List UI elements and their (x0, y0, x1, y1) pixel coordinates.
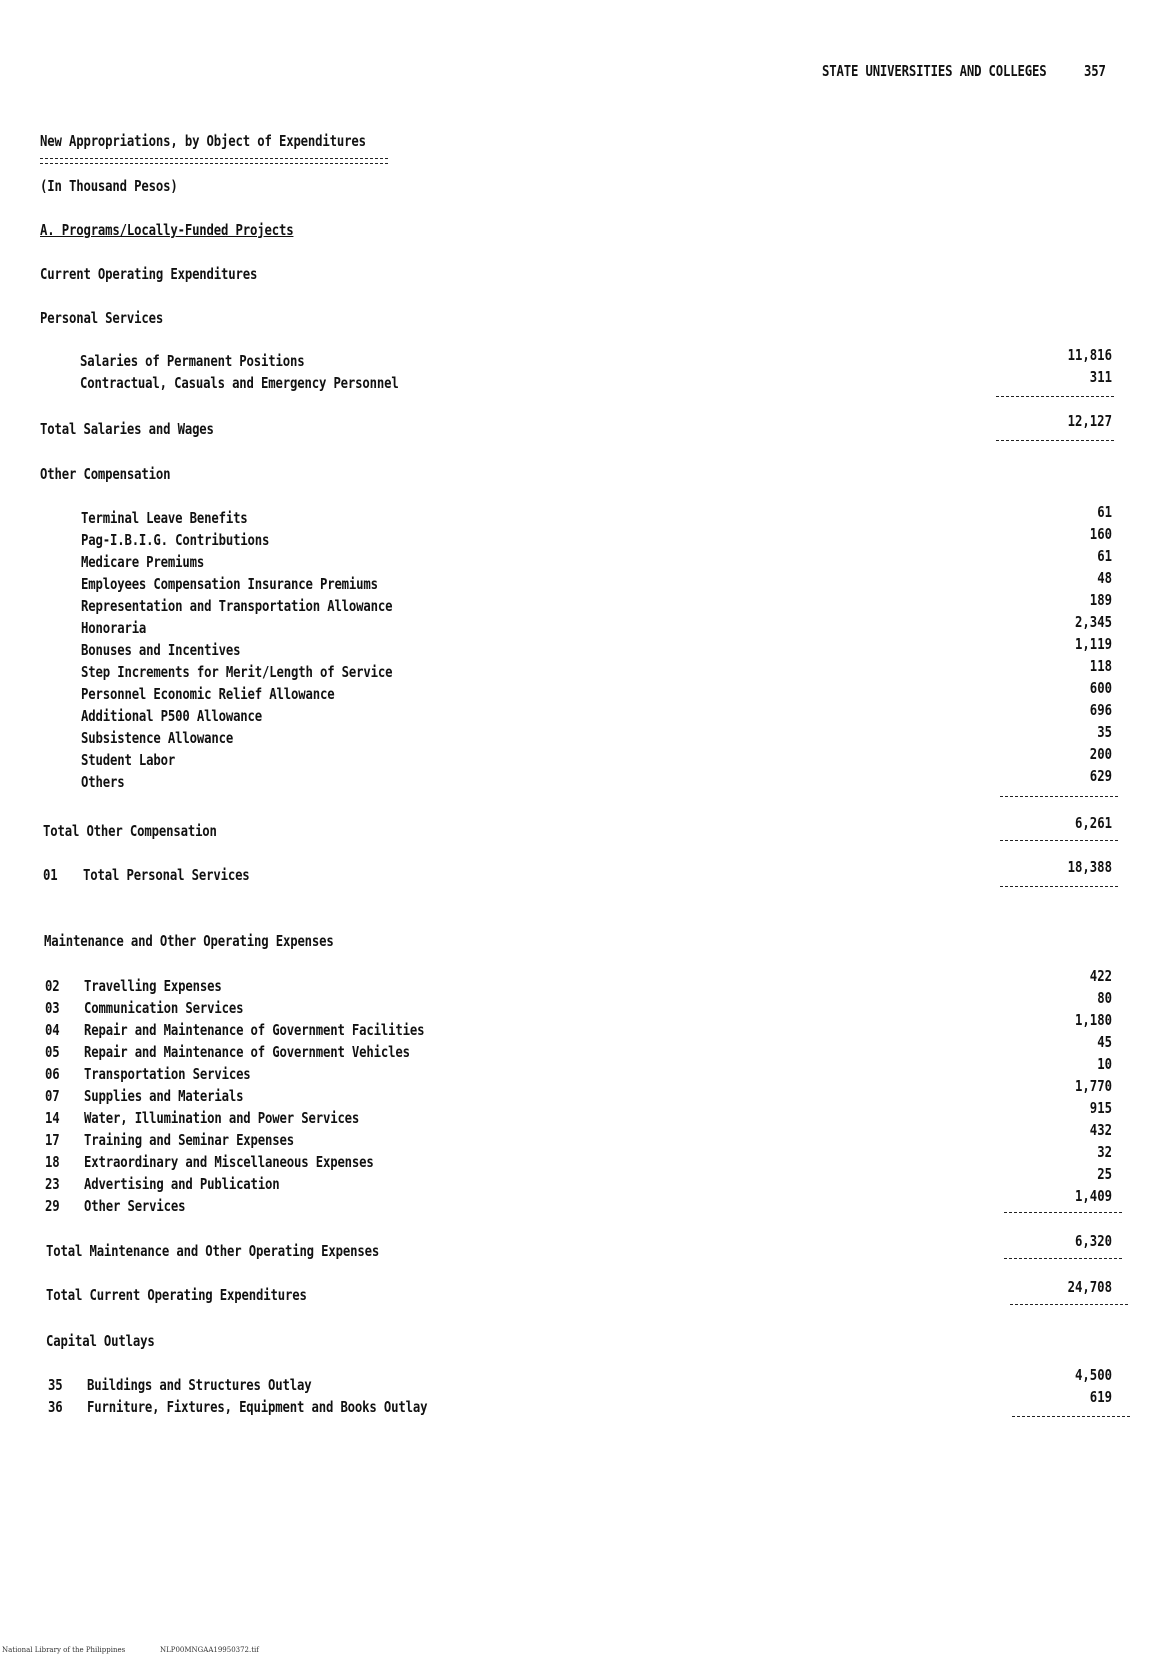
line-item-value: 600 (1089, 679, 1112, 697)
total-rule (996, 440, 1114, 441)
line-item-label: Transportation Services (84, 1065, 251, 1083)
line-item-value: 432 (1089, 1121, 1112, 1139)
object-code: 35 (48, 1376, 63, 1394)
total-personal-value: 18,388 (1067, 858, 1112, 876)
object-code: 36 (48, 1398, 63, 1416)
line-item-value: 1,770 (1074, 1077, 1112, 1095)
object-code: 02 (45, 977, 60, 995)
object-code: 05 (45, 1043, 60, 1061)
line-item-label: Buildings and Structures Outlay (87, 1376, 312, 1394)
line-item-value: 915 (1089, 1099, 1112, 1117)
line-item-value: 118 (1089, 657, 1112, 675)
line-item-label: Other Services (84, 1197, 186, 1215)
line-item-label: Training and Seminar Expenses (84, 1131, 294, 1149)
line-item-label: Pag-I.B.I.G. Contributions (81, 531, 270, 549)
footer-file: NLP00MNGAA19950372.tif (160, 1646, 259, 1654)
object-code: 07 (45, 1087, 60, 1105)
line-item-label: Furniture, Fixtures, Equipment and Books Outlay (87, 1398, 428, 1416)
total-salaries-value: 12,127 (1067, 412, 1112, 430)
line-item-value: 629 (1089, 767, 1112, 785)
total-rule (1010, 1304, 1128, 1305)
page-number: 357 (1084, 62, 1106, 80)
line-item-label: Honoraria (81, 619, 147, 637)
total-current-value: 24,708 (1067, 1278, 1112, 1296)
line-item-value: 48 (1097, 569, 1112, 587)
line-item-label: Travelling Expenses (84, 977, 222, 995)
line-item-label: Water, Illumination and Power Services (84, 1109, 360, 1127)
footer-library: National Library of the Philippines (2, 1646, 126, 1654)
line-item-label: Bonuses and Incentives (81, 641, 241, 659)
line-item-label: Medicare Premiums (81, 553, 205, 571)
line-item-value: 1,409 (1074, 1187, 1112, 1205)
line-item-label: Repair and Maintenance of Government Vehicles (84, 1043, 410, 1061)
total-current-label: Total Current Operating Expenditures (46, 1286, 307, 1304)
line-item-label: Communication Services (84, 999, 244, 1017)
object-code: 03 (45, 999, 60, 1017)
line-item-value: 61 (1097, 547, 1112, 565)
line-item-value: 189 (1089, 591, 1112, 609)
total-mooe-label: Total Maintenance and Other Operating Expenses (46, 1242, 380, 1260)
total-personal-label: Total Personal Services (83, 866, 250, 884)
line-item-value: 80 (1097, 989, 1112, 1007)
total-other-comp-label: Total Other Compensation (43, 822, 217, 840)
line-item-label: Subsistence Allowance (81, 729, 234, 747)
double-rule (40, 158, 388, 164)
object-code: 17 (45, 1131, 60, 1149)
line-item-label: Employees Compensation Insurance Premiums (81, 575, 378, 593)
capital-heading: Capital Outlays (46, 1332, 155, 1350)
line-item-value: 1,180 (1074, 1011, 1112, 1029)
line-item-value: 696 (1089, 701, 1112, 719)
line-item-value: 160 (1089, 525, 1112, 543)
line-item-value: 200 (1089, 745, 1112, 763)
mooe-heading: Maintenance and Other Operating Expenses (44, 932, 334, 950)
unit-note: (In Thousand Pesos) (40, 177, 178, 195)
line-item-label: Repair and Maintenance of Government Facilities (84, 1021, 425, 1039)
program-subtitle: A. Programs/Locally-Funded Projects (40, 221, 294, 239)
line-item-value: 619 (1089, 1388, 1112, 1406)
total-other-comp-value: 6,261 (1074, 814, 1112, 832)
line-item-label: Extraordinary and Miscellaneous Expenses (84, 1153, 374, 1171)
total-rule (1000, 840, 1118, 841)
personal-services-heading: Personal Services (40, 309, 164, 327)
line-item-label: Salaries of Permanent Positions (80, 352, 305, 370)
object-code: 14 (45, 1109, 60, 1127)
line-item-label: Personnel Economic Relief Allowance (81, 685, 335, 703)
line-item-value: 2,345 (1074, 613, 1112, 631)
subtotal-rule (1000, 796, 1118, 797)
object-code: 18 (45, 1153, 60, 1171)
line-item-label: Others (81, 773, 125, 791)
total-mooe-value: 6,320 (1074, 1232, 1112, 1250)
subtotal-rule (1012, 1416, 1130, 1417)
total-rule (1004, 1258, 1122, 1259)
line-item-label: Supplies and Materials (84, 1087, 244, 1105)
object-code: 23 (45, 1175, 60, 1193)
line-item-label: Student Labor (81, 751, 176, 769)
line-item-label: Representation and Transportation Allowance (81, 597, 393, 615)
object-code: 04 (45, 1021, 60, 1039)
section-title: New Appropriations, by Object of Expenditures (40, 132, 366, 150)
line-item-value: 45 (1097, 1033, 1112, 1051)
line-item-label: Step Increments for Merit/Length of Service (81, 663, 393, 681)
line-item-value: 422 (1089, 967, 1112, 985)
line-item-value: 32 (1097, 1143, 1112, 1161)
line-item-value: 10 (1097, 1055, 1112, 1073)
line-item-value: 311 (1089, 368, 1112, 386)
total-rule (1000, 886, 1118, 887)
line-item-label: Terminal Leave Benefits (81, 509, 248, 527)
line-item-label: Additional P500 Allowance (81, 707, 263, 725)
line-item-value: 4,500 (1074, 1366, 1112, 1384)
other-comp-heading: Other Compensation (40, 465, 171, 483)
running-title: STATE UNIVERSITIES AND COLLEGES (822, 62, 1047, 80)
line-item-label: Contractual, Casuals and Emergency Personnel (80, 374, 399, 392)
subtotal-rule (1004, 1212, 1122, 1213)
line-item-value: 61 (1097, 503, 1112, 521)
object-code: 29 (45, 1197, 60, 1215)
line-item-label: Advertising and Publication (84, 1175, 280, 1193)
line-item-value: 35 (1097, 723, 1112, 741)
total-salaries-label: Total Salaries and Wages (40, 420, 214, 438)
total-personal-code: 01 (43, 866, 58, 884)
current-operating-heading: Current Operating Expenditures (40, 265, 258, 283)
object-code: 06 (45, 1065, 60, 1083)
line-item-value: 25 (1097, 1165, 1112, 1183)
line-item-value: 11,816 (1067, 346, 1112, 364)
line-item-value: 1,119 (1074, 635, 1112, 653)
subtotal-rule (996, 396, 1114, 397)
